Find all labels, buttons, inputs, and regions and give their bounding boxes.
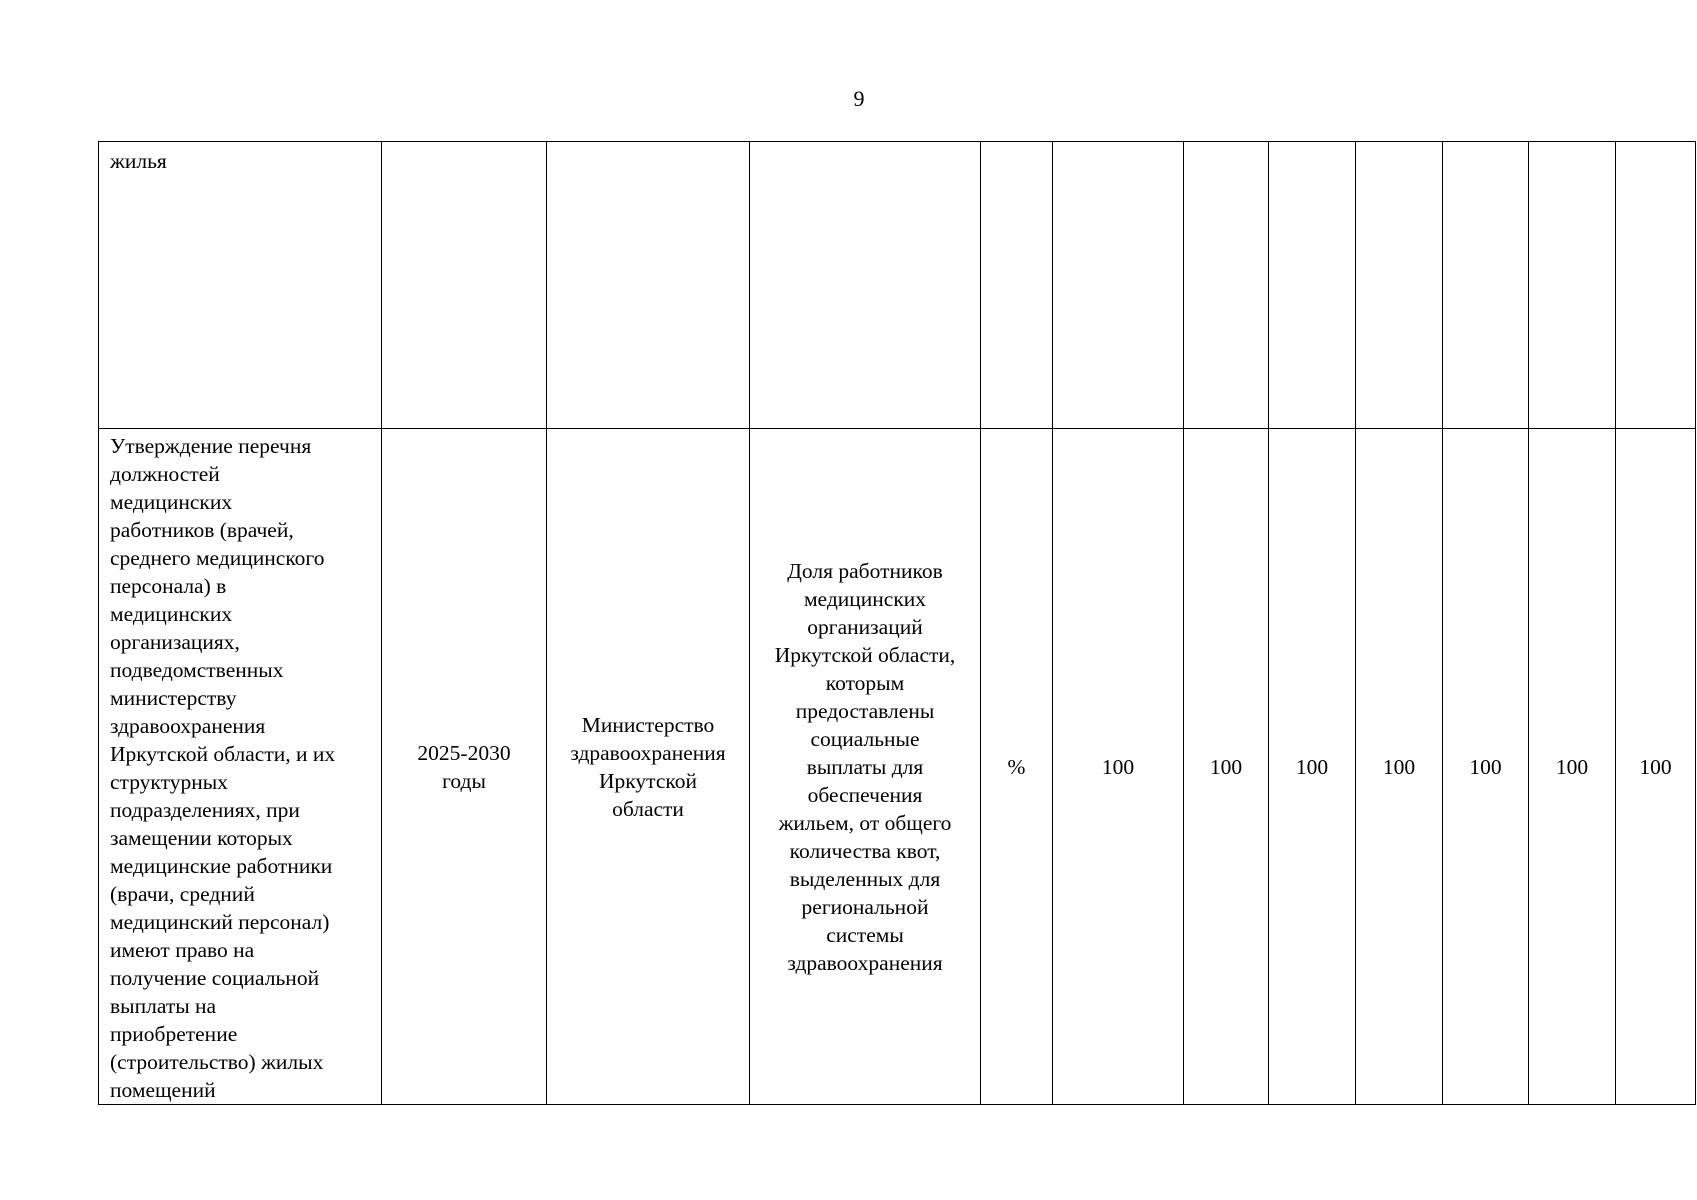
- value-cell-2: 100: [1184, 429, 1269, 1105]
- indicator-cell: [750, 429, 981, 1105]
- period-cell-empty: [382, 142, 547, 429]
- indicator-text: Доля работников медицинских организаций Иркутской области, которым предоставлены социальные выплаты для обеспечения жильем, от общего количества квот, выделенных для региональной системы здравоохранения: [774, 558, 956, 975]
- value-cell-empty: [1616, 142, 1696, 429]
- value-cell-6: 100: [1529, 429, 1616, 1105]
- measure-description: [99, 429, 382, 1105]
- value-cell-empty: [1269, 142, 1356, 429]
- value-cell-4: 100: [1356, 429, 1443, 1105]
- program-measures-table: [98, 141, 1696, 1105]
- page-number: 9: [853, 86, 865, 111]
- responsible-text: Министерство здравоохранения Иркутской области: [570, 712, 726, 821]
- value-cell-empty: [1053, 142, 1184, 429]
- value-cell-empty: [1356, 142, 1443, 429]
- value-cell-empty: [1443, 142, 1529, 429]
- unit-cell: %: [981, 429, 1053, 1105]
- value-cell-empty: [1184, 142, 1269, 429]
- indicator-cell-empty: [750, 142, 981, 429]
- value-cell-5: 100: [1443, 429, 1529, 1105]
- value-cell-7: 100: [1616, 429, 1696, 1105]
- unit-cell-empty: [981, 142, 1053, 429]
- measure-description-continued: [99, 142, 382, 429]
- measure-description-continued-text: жилья: [110, 149, 167, 173]
- period-cell: [382, 429, 547, 1105]
- table-row-continued: [99, 142, 1696, 429]
- responsible-cell-empty: [547, 142, 750, 429]
- period-text: 2025-2030 годы: [417, 740, 511, 793]
- responsible-cell: [547, 429, 750, 1105]
- table-row: [99, 429, 1696, 1105]
- measure-description-text: Утверждение перечня должностей медицинских работников (врачей, среднего медицинского персонала) в медицинских организациях, подведомственных министерству здравоохранения Иркутской области, и их структурных подразделениях, при замещении которых медицинские работники (врачи, средний медицинский персонал) имеют право на получение социальной выплаты на приобретение (строительство) жилых помещений: [110, 434, 336, 1102]
- value-cell-3: 100: [1269, 429, 1356, 1105]
- value-cell-empty: [1529, 142, 1616, 429]
- value-cell-1: 100: [1053, 429, 1184, 1105]
